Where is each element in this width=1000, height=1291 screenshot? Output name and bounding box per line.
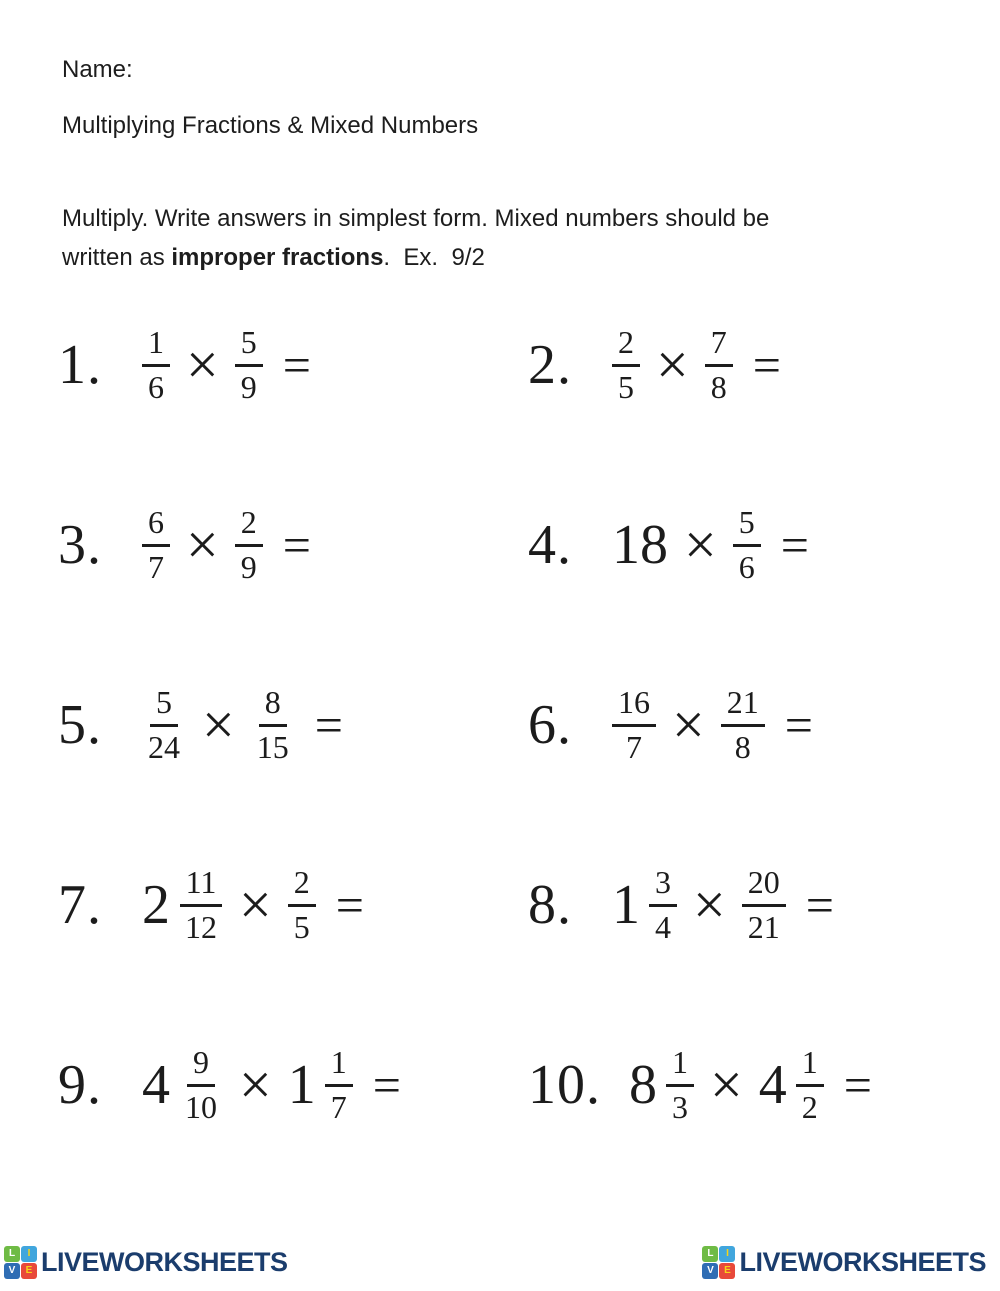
operand-a (142, 685, 186, 766)
problem-number: 10. (528, 1054, 601, 1116)
operand-a (612, 865, 677, 946)
denominator: 21 (747, 908, 780, 945)
whole-number: 4 (758, 1054, 787, 1116)
operand-a (142, 505, 170, 586)
problem-row (58, 815, 528, 995)
denominator: 3 (672, 1088, 688, 1125)
problem-number: 2. (528, 334, 572, 396)
fraction (142, 325, 170, 406)
problem-expression (612, 325, 781, 406)
equals-sign: = (784, 697, 813, 753)
denominator: 15 (256, 728, 289, 765)
denominator: 5 (618, 368, 634, 405)
instructions (62, 199, 912, 277)
instructions-line2-post: . Ex. 9/2 (383, 244, 485, 271)
problem-expression (612, 505, 809, 586)
equals-sign: = (843, 1057, 872, 1113)
denominator: 10 (185, 1088, 217, 1125)
problem-expression (612, 865, 834, 946)
numerator: 7 (705, 325, 733, 367)
equals-sign: = (805, 877, 834, 933)
whole-number: 4 (142, 1054, 170, 1116)
numerator: 9 (187, 1045, 215, 1087)
icon-letter-e: E (21, 1263, 37, 1279)
operand-b (742, 865, 786, 946)
instructions-line1: Multiply. Write answers in simplest form. Mixed numbers should be (62, 205, 770, 232)
equals-sign: = (752, 337, 781, 393)
numerator: 1 (666, 1045, 694, 1087)
operand-b (235, 505, 263, 586)
fraction (142, 685, 186, 766)
operand-b (721, 685, 765, 766)
problems-grid (58, 275, 998, 1175)
numerator: 3 (649, 865, 677, 907)
multiply-sign: × (202, 692, 235, 757)
fraction (705, 325, 733, 406)
liveworksheets-icon (702, 1246, 735, 1279)
operand-a (612, 514, 668, 576)
fraction (179, 1045, 223, 1126)
multiply-sign: × (656, 332, 689, 397)
denominator: 7 (626, 728, 642, 765)
equals-sign: = (282, 517, 311, 573)
brand-text: LIVEWORKSHEETS (41, 1247, 288, 1277)
equals-sign: = (372, 1057, 401, 1113)
denominator: 7 (148, 548, 164, 585)
liveworksheets-icon (4, 1246, 37, 1279)
icon-letter-l: L (702, 1246, 718, 1262)
icon-letter-e: E (719, 1263, 735, 1279)
numerator: 1 (142, 325, 170, 367)
denominator: 4 (655, 908, 671, 945)
icon-letter-v: V (702, 1263, 718, 1279)
numerator: 5 (150, 685, 178, 727)
denominator: 8 (710, 368, 727, 405)
fraction (612, 325, 640, 406)
fraction (649, 865, 677, 946)
multiply-sign: × (186, 512, 219, 577)
equals-sign: = (780, 517, 809, 573)
problem-row (58, 275, 528, 455)
icon-letter-v: V (4, 1263, 20, 1279)
multiply-sign: × (186, 332, 219, 397)
problem-row (58, 455, 528, 635)
operand-a (612, 325, 640, 406)
problem-expression (142, 865, 364, 946)
numerator: 2 (235, 505, 263, 547)
equals-sign: = (314, 697, 343, 753)
page-title: Multiplying Fractions & Mixed Numbers (62, 112, 479, 139)
multiply-sign: × (239, 1052, 272, 1117)
footer (0, 1246, 1000, 1291)
numerator: 2 (288, 865, 316, 907)
problem-number: 1. (58, 334, 102, 396)
operand-b (235, 325, 263, 406)
operand-b (733, 505, 761, 586)
problem-row (58, 635, 528, 815)
fraction (251, 685, 295, 766)
fraction (235, 325, 263, 406)
denominator: 24 (148, 728, 180, 765)
operand-b (288, 1045, 353, 1126)
fraction (142, 505, 170, 586)
numerator: 8 (259, 685, 287, 727)
problem-row (528, 455, 998, 635)
brand-text: LIVEWORKSHEETS (739, 1247, 986, 1277)
fraction (742, 865, 786, 946)
fraction (179, 865, 223, 946)
problem-number: 5. (58, 694, 102, 756)
fraction (612, 685, 656, 766)
multiply-sign: × (710, 1052, 743, 1117)
numerator: 5 (235, 325, 263, 367)
numerator: 11 (180, 865, 223, 907)
numerator: 1 (796, 1045, 824, 1087)
denominator: 8 (734, 728, 751, 765)
operand-a (612, 685, 656, 766)
numerator: 16 (612, 685, 656, 727)
operand-b (251, 685, 295, 766)
instructions-line2-pre: written as (62, 244, 172, 271)
fraction (666, 1045, 694, 1126)
equals-sign: = (282, 337, 311, 393)
fraction (796, 1045, 824, 1126)
problem-number: 8. (528, 874, 572, 936)
liveworksheets-brand-logo[interactable] (702, 1246, 986, 1279)
problem-expression (142, 1045, 401, 1126)
problem-number: 4. (528, 514, 572, 576)
problem-expression (612, 685, 813, 766)
icon-letter-l: L (4, 1246, 20, 1262)
denominator: 12 (185, 908, 217, 945)
problem-number: 9. (58, 1054, 102, 1116)
fraction (733, 505, 761, 586)
denominator: 9 (240, 548, 257, 585)
denominator: 2 (801, 1088, 818, 1125)
denominator: 6 (148, 368, 164, 405)
problem-row (528, 635, 998, 815)
operand-b (288, 865, 316, 946)
operand-a (142, 1045, 223, 1126)
instructions-bold-phrase: improper fractions (171, 244, 384, 271)
whole-number: 1 (287, 1054, 316, 1116)
denominator: 5 (293, 908, 310, 945)
numerator: 5 (733, 505, 761, 547)
numerator: 1 (325, 1045, 353, 1087)
numerator: 2 (612, 325, 640, 367)
whole-number: 2 (142, 874, 170, 936)
problem-expression (142, 325, 311, 406)
problem-expression (629, 1045, 872, 1126)
icon-letter-i: I (21, 1246, 37, 1262)
operand-a (629, 1045, 694, 1126)
numerator: 20 (742, 865, 786, 907)
problem-expression (142, 505, 311, 586)
problem-number: 7. (58, 874, 102, 936)
operand-a (142, 865, 223, 946)
denominator: 6 (738, 548, 755, 585)
problem-row (58, 995, 528, 1175)
multiply-sign: × (684, 512, 717, 577)
operand-b (759, 1045, 824, 1126)
fraction (235, 505, 263, 586)
problem-row (528, 995, 998, 1175)
problem-number: 6. (528, 694, 572, 756)
numerator: 21 (721, 685, 765, 727)
icon-letter-i: I (719, 1246, 735, 1262)
denominator: 9 (240, 368, 257, 405)
problem-number: 3. (58, 514, 102, 576)
fraction (721, 685, 765, 766)
name-label: Name: (62, 56, 133, 83)
fraction (325, 1045, 353, 1126)
operand-b (705, 325, 733, 406)
problem-expression (142, 685, 343, 766)
multiply-sign: × (239, 872, 272, 937)
whole-number: 1 (612, 874, 640, 936)
multiply-sign: × (693, 872, 726, 937)
fraction (288, 865, 316, 946)
whole-number: 8 (629, 1054, 657, 1116)
whole-number: 18 (612, 514, 668, 576)
problem-row (528, 275, 998, 455)
equals-sign: = (335, 877, 364, 933)
multiply-sign: × (672, 692, 705, 757)
denominator: 7 (330, 1088, 347, 1125)
operand-a (142, 325, 170, 406)
numerator: 6 (142, 505, 170, 547)
problem-row (528, 815, 998, 995)
liveworksheets-brand-logo[interactable] (4, 1246, 288, 1279)
